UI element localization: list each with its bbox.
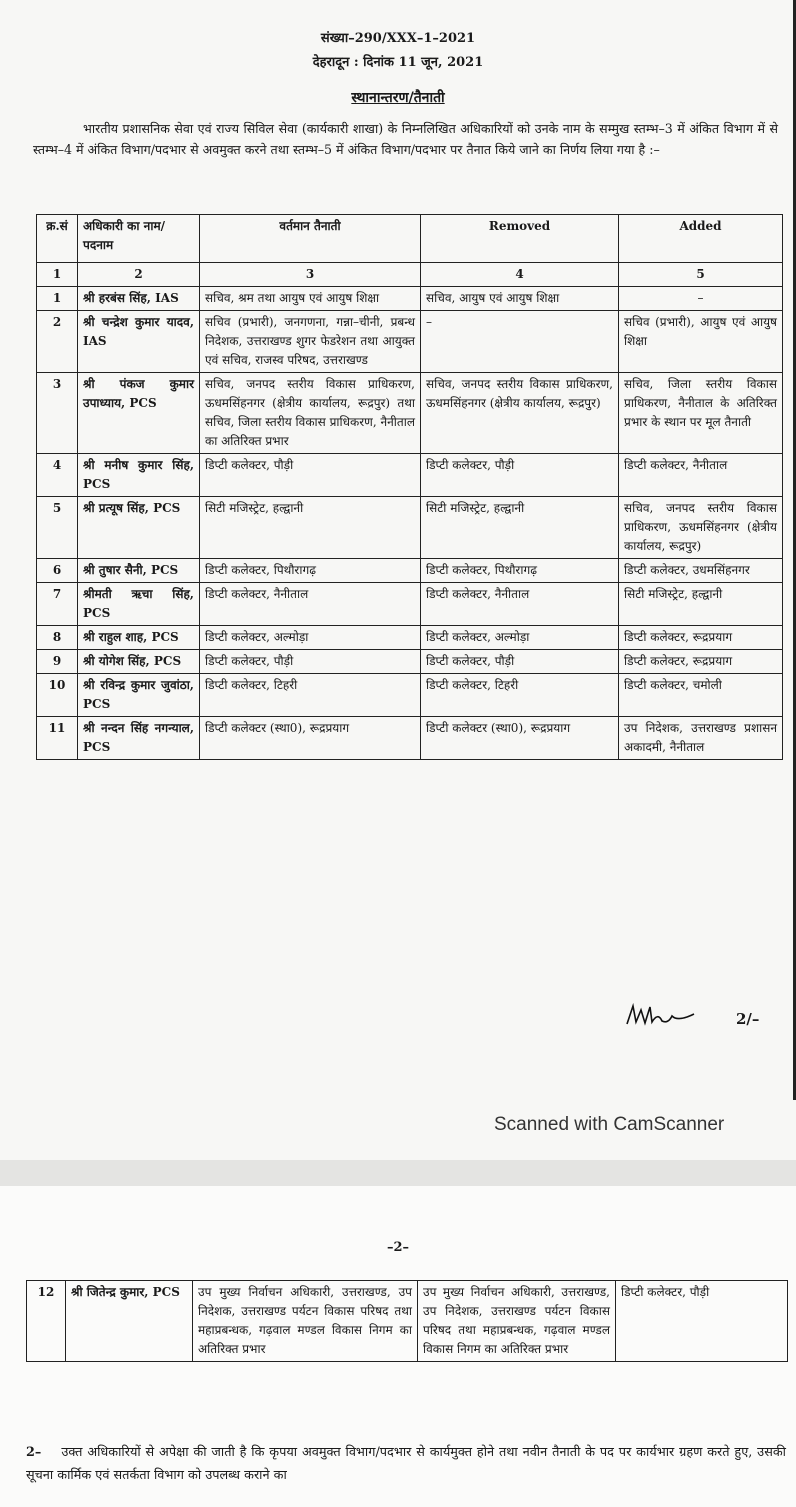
removed-posting-cell: डिप्टी कलेक्टर, टिहरी	[421, 674, 619, 717]
officer-name-cell: श्री हरबंस सिंह, IAS	[78, 287, 200, 311]
table-row	[37, 454, 783, 497]
reference-number: संख्या–290/XXX–1–2021	[320, 31, 476, 46]
removed-posting-cell: डिप्टी कलेक्टर (स्था0), रूद्रप्रयाग	[421, 717, 619, 760]
current-posting-cell: डिप्टी कलेक्टर, नैनीताल	[200, 583, 421, 626]
header-removed: Removed	[421, 215, 619, 263]
table-row	[37, 559, 783, 583]
serial-cell: 12	[27, 1281, 66, 1362]
officer-name-cell: श्री चन्द्रेश कुमार यादव, IAS	[78, 311, 200, 373]
signature-scribble	[624, 1002, 698, 1028]
added-posting-cell: डिप्टी कलेक्टर, उधमसिंहनगर	[619, 559, 783, 583]
removed-posting-cell: डिप्टी कलेक्टर, पौड़ी	[421, 454, 619, 497]
current-posting-cell: सचिव, श्रम तथा आयुष एवं आयुष शिक्षा	[200, 287, 421, 311]
removed-posting-cell: सचिव, जनपद स्तरीय विकास प्राधिकरण, ऊधमसिंहनगर (क्षेत्रीय कार्यालय, रूद्रपुर)	[421, 373, 619, 454]
table-row	[37, 650, 783, 674]
table-row	[37, 497, 783, 559]
serial-cell: 5	[37, 497, 78, 559]
subject-heading	[0, 88, 796, 107]
header-current: वर्तमान तैनाती	[200, 215, 421, 263]
subject-text: स्थानान्तरण/तैनाती	[351, 90, 445, 106]
added-posting-cell: डिप्टी कलेक्टर, नैनीताल	[619, 454, 783, 497]
current-posting-cell: सचिव (प्रभारी), जनगणना, गन्ना–चीनी, प्रबन्ध निदेशक, उत्तराखण्ड शुगर फेडरेशन तथा आयुक्त एवं सचिव, राजस्व परिषद, उत्तराखण्ड	[200, 311, 421, 373]
next-page-indicator: 2/–	[736, 1010, 760, 1028]
removed-posting-cell: उप मुख्य निर्वाचन अधिकारी, उत्तराखण्ड, उप निदेशक, उत्तराखण्ड पर्यटन विकास परिषद तथा महाप्रबन्धक, गढ़वाल मण्डल विकास निगम का अतिरिक्त प्रभार	[418, 1281, 616, 1362]
header-added: Added	[619, 215, 783, 263]
serial-cell: 7	[37, 583, 78, 626]
serial-cell: 11	[37, 717, 78, 760]
removed-posting-cell: सचिव, आयुष एवं आयुष शिक्षा	[421, 287, 619, 311]
current-posting-cell: डिप्टी कलेक्टर, पौड़ी	[200, 454, 421, 497]
header-serial: क्र.सं	[37, 215, 78, 263]
current-posting-cell: डिप्टी कलेक्टर, अल्मोड़ा	[200, 626, 421, 650]
added-posting-cell: सचिव (प्रभारी), आयुष एवं आयुष शिक्षा	[619, 311, 783, 373]
column-number: 5	[619, 263, 783, 287]
added-posting-cell: उप निदेशक, उत्तराखण्ड प्रशासन अकादमी, नैनीताल	[619, 717, 783, 760]
table-row	[37, 311, 783, 373]
officer-name-cell: श्री राहुल शाह, PCS	[78, 626, 200, 650]
table-row	[37, 287, 783, 311]
serial-cell: 9	[37, 650, 78, 674]
current-posting-cell: उप मुख्य निर्वाचन अधिकारी, उत्तराखण्ड, उप निदेशक, उत्तराखण्ड पर्यटन विकास परिषद तथा महाप्रबन्धक, गढ़वाल मण्डल विकास निगम का अतिरिक्त प्रभार	[193, 1281, 418, 1362]
officer-name-cell: श्री मनीष कुमार सिंह, PCS	[78, 454, 200, 497]
transfer-table-continued	[26, 1280, 788, 1362]
column-number: 3	[200, 263, 421, 287]
serial-cell: 8	[37, 626, 78, 650]
officer-name-cell: श्री नन्दन सिंह नगन्याल, PCS	[78, 717, 200, 760]
column-number-row	[37, 263, 783, 287]
added-posting-cell: सिटी मजिस्ट्रेट, हल्द्वानी	[619, 583, 783, 626]
table-row	[37, 674, 783, 717]
column-number: 1	[37, 263, 78, 287]
removed-posting-cell: डिप्टी कलेक्टर, पिथौरागढ़	[421, 559, 619, 583]
removed-posting-cell: डिप्टी कलेक्टर, पौड़ी	[421, 650, 619, 674]
added-posting-cell: सचिव, जनपद स्तरीय विकास प्राधिकरण, ऊधमसिंहनगर (क्षेत्रीय कार्यालय, रूद्रपुर)	[619, 497, 783, 559]
intro-paragraph: भारतीय प्रशासनिक सेवा एवं राज्य सिविल सेवा (कार्यकारी शाखा) के निम्नलिखित अधिकारियों को उनके नाम के सम्मुख स्तम्भ–3 में अंकित विभाग में से स्तम्भ–4 में अंकित विभाग/पदभार से अवमुक्त करने तथा स्तम्भ–5 में अंकित विभाग/पदभार पर तैनात किये जाने का निर्णय लिया गया है :–	[33, 121, 778, 157]
page-two-number: –2–	[386, 1240, 410, 1255]
table-header-row	[37, 215, 783, 263]
transfer-table	[36, 214, 783, 760]
officer-name-cell: श्री योगेश सिंह, PCS	[78, 650, 200, 674]
removed-posting-cell: डिप्टी कलेक्टर, अल्मोड़ा	[421, 626, 619, 650]
serial-cell: 2	[37, 311, 78, 373]
serial-cell: 3	[37, 373, 78, 454]
signature-mark	[624, 1002, 698, 1032]
current-posting-cell: डिप्टी कलेक्टर, टिहरी	[200, 674, 421, 717]
current-posting-cell: सचिव, जनपद स्तरीय विकास प्राधिकरण, ऊधमसिंहनगर (क्षेत्रीय कार्यालय, रूद्रपुर) तथा सचिव, जिला स्तरीय विकास प्राधिकरण, नैनीताल का अतिरिक्त प्रभार	[200, 373, 421, 454]
serial-cell: 1	[37, 287, 78, 311]
added-posting-cell: सचिव, जिला स्तरीय विकास प्राधिकरण, नैनीताल के अतिरिक्त प्रभार के स्थान पर मूल तैनाती	[619, 373, 783, 454]
officer-name-cell: श्री जितेन्द्र कुमार, PCS	[66, 1281, 193, 1362]
scanner-watermark: Scanned with CamScanner	[494, 1114, 725, 1135]
table-row	[37, 626, 783, 650]
paragraph-two	[26, 1441, 786, 1487]
officer-name-cell: श्री पंकज कुमार उपाध्याय, PCS	[78, 373, 200, 454]
place-date: देहरादून : दिनांक 11 जून, 2021	[312, 55, 484, 70]
added-posting-cell: –	[619, 287, 783, 311]
table-row	[27, 1281, 788, 1362]
added-posting-cell: डिप्टी कलेक्टर, चमोली	[619, 674, 783, 717]
column-number: 2	[78, 263, 200, 287]
removed-posting-cell: –	[421, 311, 619, 373]
table-row	[37, 373, 783, 454]
column-number: 4	[421, 263, 619, 287]
header-officer: अधिकारी का नाम/पदनाम	[78, 215, 200, 263]
added-posting-cell: डिप्टी कलेक्टर, पौड़ी	[616, 1281, 788, 1362]
current-posting-cell: डिप्टी कलेक्टर (स्था0), रूद्रप्रयाग	[200, 717, 421, 760]
current-posting-cell: डिप्टी कलेक्टर, पिथौरागढ़	[200, 559, 421, 583]
serial-cell: 6	[37, 559, 78, 583]
table-row	[37, 717, 783, 760]
paragraph-two-number: 2–	[26, 1445, 42, 1460]
serial-cell: 4	[37, 454, 78, 497]
officer-name-cell: श्रीमती ऋचा सिंह, PCS	[78, 583, 200, 626]
paragraph-two-text: उक्त अधिकारियों से अपेक्षा की जाती है कि कृपया अवमुक्त विभाग/पदभार से कार्यमुक्त होने तथा नवीन तैनाती के पद पर कार्यभार ग्रहण करते हुए, उसकी सूचना कार्मिक एवं सतर्कता विभाग को उपलब्ध कराने का	[26, 1445, 786, 1483]
officer-name-cell: श्री रविन्द्र कुमार जुवांठा, PCS	[78, 674, 200, 717]
current-posting-cell: सिटी मजिस्ट्रेट, हल्द्वानी	[200, 497, 421, 559]
officer-name-cell: श्री प्रत्यूष सिंह, PCS	[78, 497, 200, 559]
page-gap	[0, 1160, 796, 1186]
officer-name-cell: श्री तुषार सैनी, PCS	[78, 559, 200, 583]
added-posting-cell: डिप्टी कलेक्टर, रूद्रप्रयाग	[619, 626, 783, 650]
removed-posting-cell: डिप्टी कलेक्टर, नैनीताल	[421, 583, 619, 626]
serial-cell: 10	[37, 674, 78, 717]
removed-posting-cell: सिटी मजिस्ट्रेट, हल्द्वानी	[421, 497, 619, 559]
added-posting-cell: डिप्टी कलेक्टर, रूद्रप्रयाग	[619, 650, 783, 674]
table-row	[37, 583, 783, 626]
current-posting-cell: डिप्टी कलेक्टर, पौड़ी	[200, 650, 421, 674]
